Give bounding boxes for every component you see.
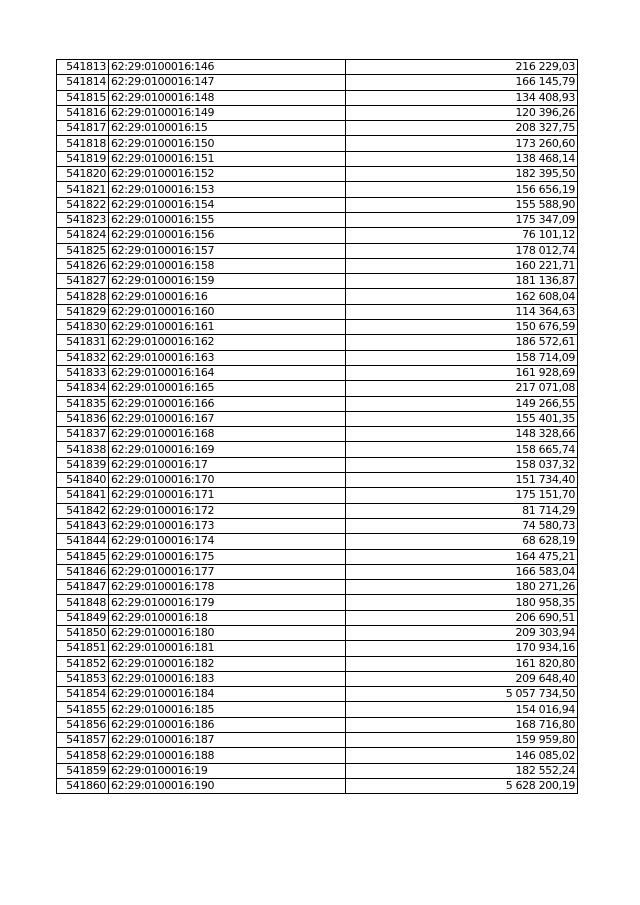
row-number-cell: 541848 bbox=[57, 595, 109, 610]
row-number-cell: 541845 bbox=[57, 549, 109, 564]
cadastral-number-cell: 62:29:0100016:181 bbox=[109, 641, 346, 656]
cadastral-value-cell: 182 395,50 bbox=[346, 167, 578, 182]
row-number-cell: 541836 bbox=[57, 411, 109, 426]
row-number-cell: 541815 bbox=[57, 90, 109, 105]
cadastral-number-cell: 62:29:0100016:182 bbox=[109, 656, 346, 671]
cadastral-number-cell: 62:29:0100016:153 bbox=[109, 182, 346, 197]
table-row bbox=[57, 656, 578, 671]
table-row bbox=[57, 503, 578, 518]
cadastral-number-cell: 62:29:0100016:149 bbox=[109, 105, 346, 120]
table-row bbox=[57, 274, 578, 289]
cadastral-value-cell: 186 572,61 bbox=[346, 335, 578, 350]
table-row bbox=[57, 411, 578, 426]
cadastral-value-cell: 217 071,08 bbox=[346, 381, 578, 396]
row-number-cell: 541841 bbox=[57, 488, 109, 503]
cadastral-number-cell: 62:29:0100016:160 bbox=[109, 304, 346, 319]
row-number-cell: 541825 bbox=[57, 243, 109, 258]
cadastral-value-cell: 164 475,21 bbox=[346, 549, 578, 564]
cadastral-value-cell: 216 229,03 bbox=[346, 60, 578, 75]
table-row bbox=[57, 610, 578, 625]
row-number-cell: 541813 bbox=[57, 60, 109, 75]
cadastral-value-cell: 182 552,24 bbox=[346, 763, 578, 778]
table-row bbox=[57, 335, 578, 350]
cadastral-value-cell: 146 085,02 bbox=[346, 748, 578, 763]
cadastral-number-cell: 62:29:0100016:15 bbox=[109, 121, 346, 136]
cadastral-number-cell: 62:29:0100016:163 bbox=[109, 350, 346, 365]
cadastral-number-cell: 62:29:0100016:169 bbox=[109, 442, 346, 457]
row-number-cell: 541835 bbox=[57, 396, 109, 411]
row-number-cell: 541844 bbox=[57, 534, 109, 549]
row-number-cell: 541840 bbox=[57, 473, 109, 488]
cadastral-number-cell: 62:29:0100016:18 bbox=[109, 610, 346, 625]
cadastral-number-cell: 62:29:0100016:178 bbox=[109, 580, 346, 595]
table-row bbox=[57, 243, 578, 258]
row-number-cell: 541846 bbox=[57, 564, 109, 579]
cadastral-number-cell: 62:29:0100016:188 bbox=[109, 748, 346, 763]
cadastral-number-cell: 62:29:0100016:16 bbox=[109, 289, 346, 304]
row-number-cell: 541839 bbox=[57, 457, 109, 472]
cadastral-number-cell: 62:29:0100016:179 bbox=[109, 595, 346, 610]
row-number-cell: 541843 bbox=[57, 518, 109, 533]
table-row bbox=[57, 564, 578, 579]
cadastral-value-cell: 148 328,66 bbox=[346, 427, 578, 442]
cadastral-number-cell: 62:29:0100016:172 bbox=[109, 503, 346, 518]
row-number-cell: 541818 bbox=[57, 136, 109, 151]
row-number-cell: 541821 bbox=[57, 182, 109, 197]
table-row bbox=[57, 733, 578, 748]
row-number-cell: 541850 bbox=[57, 625, 109, 640]
table-row bbox=[57, 212, 578, 227]
table-body bbox=[57, 60, 578, 794]
table-row bbox=[57, 518, 578, 533]
cadastral-value-cell: 161 928,69 bbox=[346, 365, 578, 380]
cadastral-number-cell: 62:29:0100016:162 bbox=[109, 335, 346, 350]
cadastral-number-cell: 62:29:0100016:167 bbox=[109, 411, 346, 426]
cadastral-number-cell: 62:29:0100016:158 bbox=[109, 258, 346, 273]
cadastral-value-cell: 209 648,40 bbox=[346, 671, 578, 686]
row-number-cell: 541826 bbox=[57, 258, 109, 273]
cadastral-value-cell: 180 958,35 bbox=[346, 595, 578, 610]
cadastral-number-cell: 62:29:0100016:154 bbox=[109, 197, 346, 212]
row-number-cell: 541834 bbox=[57, 381, 109, 396]
cadastral-number-cell: 62:29:0100016:151 bbox=[109, 151, 346, 166]
table-row bbox=[57, 473, 578, 488]
cadastral-number-cell: 62:29:0100016:157 bbox=[109, 243, 346, 258]
cadastral-number-cell: 62:29:0100016:187 bbox=[109, 733, 346, 748]
cadastral-number-cell: 62:29:0100016:185 bbox=[109, 702, 346, 717]
cadastral-value-cell: 209 303,94 bbox=[346, 625, 578, 640]
cadastral-value-cell: 166 583,04 bbox=[346, 564, 578, 579]
cadastral-value-cell: 160 221,71 bbox=[346, 258, 578, 273]
table-row bbox=[57, 748, 578, 763]
cadastral-number-cell: 62:29:0100016:177 bbox=[109, 564, 346, 579]
table-row bbox=[57, 763, 578, 778]
table-row bbox=[57, 427, 578, 442]
row-number-cell: 541842 bbox=[57, 503, 109, 518]
row-number-cell: 541849 bbox=[57, 610, 109, 625]
cadastral-value-cell: 149 266,55 bbox=[346, 396, 578, 411]
row-number-cell: 541855 bbox=[57, 702, 109, 717]
table-row bbox=[57, 457, 578, 472]
cadastral-value-cell: 150 676,59 bbox=[346, 320, 578, 335]
table-row bbox=[57, 228, 578, 243]
row-number-cell: 541847 bbox=[57, 580, 109, 595]
table-row bbox=[57, 60, 578, 75]
cadastral-value-cell: 175 151,70 bbox=[346, 488, 578, 503]
table-row bbox=[57, 717, 578, 732]
cadastral-value-cell: 180 271,26 bbox=[346, 580, 578, 595]
row-number-cell: 541857 bbox=[57, 733, 109, 748]
row-number-cell: 541831 bbox=[57, 335, 109, 350]
cadastral-number-cell: 62:29:0100016:175 bbox=[109, 549, 346, 564]
table-row bbox=[57, 381, 578, 396]
table-row bbox=[57, 595, 578, 610]
table-row bbox=[57, 671, 578, 686]
row-number-cell: 541824 bbox=[57, 228, 109, 243]
cadastral-number-cell: 62:29:0100016:170 bbox=[109, 473, 346, 488]
table-row bbox=[57, 75, 578, 90]
cadastral-number-cell: 62:29:0100016:150 bbox=[109, 136, 346, 151]
row-number-cell: 541817 bbox=[57, 121, 109, 136]
cadastral-value-cell: 161 820,80 bbox=[346, 656, 578, 671]
cadastral-number-cell: 62:29:0100016:17 bbox=[109, 457, 346, 472]
cadastral-number-cell: 62:29:0100016:174 bbox=[109, 534, 346, 549]
cadastral-value-cell: 173 260,60 bbox=[346, 136, 578, 151]
table-row bbox=[57, 105, 578, 120]
row-number-cell: 541852 bbox=[57, 656, 109, 671]
cadastral-value-cell: 68 628,19 bbox=[346, 534, 578, 549]
cadastral-number-cell: 62:29:0100016:148 bbox=[109, 90, 346, 105]
cadastral-value-cell: 156 656,19 bbox=[346, 182, 578, 197]
cadastral-value-cell: 76 101,12 bbox=[346, 228, 578, 243]
row-number-cell: 541859 bbox=[57, 763, 109, 778]
cadastral-value-cell: 206 690,51 bbox=[346, 610, 578, 625]
cadastral-number-cell: 62:29:0100016:164 bbox=[109, 365, 346, 380]
cadastral-value-cell: 159 959,80 bbox=[346, 733, 578, 748]
cadastral-number-cell: 62:29:0100016:165 bbox=[109, 381, 346, 396]
table-row bbox=[57, 320, 578, 335]
row-number-cell: 541827 bbox=[57, 274, 109, 289]
table-row bbox=[57, 365, 578, 380]
cadastral-value-cell: 168 716,80 bbox=[346, 717, 578, 732]
cadastral-number-cell: 62:29:0100016:183 bbox=[109, 671, 346, 686]
row-number-cell: 541833 bbox=[57, 365, 109, 380]
cadastral-value-cell: 166 145,79 bbox=[346, 75, 578, 90]
cadastral-number-cell: 62:29:0100016:180 bbox=[109, 625, 346, 640]
row-number-cell: 541829 bbox=[57, 304, 109, 319]
table-row bbox=[57, 396, 578, 411]
row-number-cell: 541828 bbox=[57, 289, 109, 304]
table-row bbox=[57, 702, 578, 717]
table-row bbox=[57, 182, 578, 197]
cadastral-value-cell: 5 057 734,50 bbox=[346, 687, 578, 702]
row-number-cell: 541854 bbox=[57, 687, 109, 702]
row-number-cell: 541822 bbox=[57, 197, 109, 212]
cadastral-value-cell: 181 136,87 bbox=[346, 274, 578, 289]
row-number-cell: 541851 bbox=[57, 641, 109, 656]
cadastral-value-cell: 158 037,32 bbox=[346, 457, 578, 472]
cadastral-number-cell: 62:29:0100016:152 bbox=[109, 167, 346, 182]
cadastral-value-cell: 138 468,14 bbox=[346, 151, 578, 166]
table-row bbox=[57, 350, 578, 365]
cadastral-value-cell: 114 364,63 bbox=[346, 304, 578, 319]
cadastral-value-cell: 175 347,09 bbox=[346, 212, 578, 227]
row-number-cell: 541830 bbox=[57, 320, 109, 335]
row-number-cell: 541820 bbox=[57, 167, 109, 182]
row-number-cell: 541823 bbox=[57, 212, 109, 227]
table-row bbox=[57, 197, 578, 212]
row-number-cell: 541860 bbox=[57, 778, 109, 793]
cadastral-number-cell: 62:29:0100016:171 bbox=[109, 488, 346, 503]
table-row bbox=[57, 625, 578, 640]
cadastral-number-cell: 62:29:0100016:184 bbox=[109, 687, 346, 702]
row-number-cell: 541819 bbox=[57, 151, 109, 166]
cadastral-number-cell: 62:29:0100016:156 bbox=[109, 228, 346, 243]
cadastral-value-cell: 134 408,93 bbox=[346, 90, 578, 105]
table-row bbox=[57, 167, 578, 182]
cadastral-value-table bbox=[56, 59, 578, 794]
table-row bbox=[57, 258, 578, 273]
table-row bbox=[57, 687, 578, 702]
row-number-cell: 541853 bbox=[57, 671, 109, 686]
cadastral-number-cell: 62:29:0100016:161 bbox=[109, 320, 346, 335]
table-row bbox=[57, 90, 578, 105]
cadastral-value-cell: 208 327,75 bbox=[346, 121, 578, 136]
cadastral-value-cell: 81 714,29 bbox=[346, 503, 578, 518]
cadastral-value-cell: 158 714,09 bbox=[346, 350, 578, 365]
cadastral-value-cell: 158 665,74 bbox=[346, 442, 578, 457]
table-row bbox=[57, 151, 578, 166]
table-row bbox=[57, 304, 578, 319]
cadastral-number-cell: 62:29:0100016:147 bbox=[109, 75, 346, 90]
table-row bbox=[57, 778, 578, 793]
table-row bbox=[57, 549, 578, 564]
cadastral-value-cell: 151 734,40 bbox=[346, 473, 578, 488]
cadastral-value-cell: 154 016,94 bbox=[346, 702, 578, 717]
cadastral-number-cell: 62:29:0100016:146 bbox=[109, 60, 346, 75]
cadastral-value-cell: 162 608,04 bbox=[346, 289, 578, 304]
table-row bbox=[57, 289, 578, 304]
table-row bbox=[57, 136, 578, 151]
table-row bbox=[57, 534, 578, 549]
table-row bbox=[57, 488, 578, 503]
row-number-cell: 541814 bbox=[57, 75, 109, 90]
cadastral-number-cell: 62:29:0100016:173 bbox=[109, 518, 346, 533]
table-row bbox=[57, 442, 578, 457]
row-number-cell: 541837 bbox=[57, 427, 109, 442]
table-row bbox=[57, 580, 578, 595]
row-number-cell: 541816 bbox=[57, 105, 109, 120]
cadastral-value-cell: 155 401,35 bbox=[346, 411, 578, 426]
cadastral-number-cell: 62:29:0100016:155 bbox=[109, 212, 346, 227]
cadastral-number-cell: 62:29:0100016:186 bbox=[109, 717, 346, 732]
row-number-cell: 541838 bbox=[57, 442, 109, 457]
cadastral-value-cell: 120 396,26 bbox=[346, 105, 578, 120]
cadastral-number-cell: 62:29:0100016:166 bbox=[109, 396, 346, 411]
cadastral-number-cell: 62:29:0100016:159 bbox=[109, 274, 346, 289]
table-row bbox=[57, 641, 578, 656]
row-number-cell: 541858 bbox=[57, 748, 109, 763]
cadastral-value-cell: 155 588,90 bbox=[346, 197, 578, 212]
row-number-cell: 541856 bbox=[57, 717, 109, 732]
cadastral-value-cell: 178 012,74 bbox=[346, 243, 578, 258]
cadastral-number-cell: 62:29:0100016:190 bbox=[109, 778, 346, 793]
cadastral-value-cell: 74 580,73 bbox=[346, 518, 578, 533]
cadastral-number-cell: 62:29:0100016:168 bbox=[109, 427, 346, 442]
row-number-cell: 541832 bbox=[57, 350, 109, 365]
cadastral-value-cell: 170 934,16 bbox=[346, 641, 578, 656]
table-row bbox=[57, 121, 578, 136]
cadastral-number-cell: 62:29:0100016:19 bbox=[109, 763, 346, 778]
cadastral-value-cell: 5 628 200,19 bbox=[346, 778, 578, 793]
